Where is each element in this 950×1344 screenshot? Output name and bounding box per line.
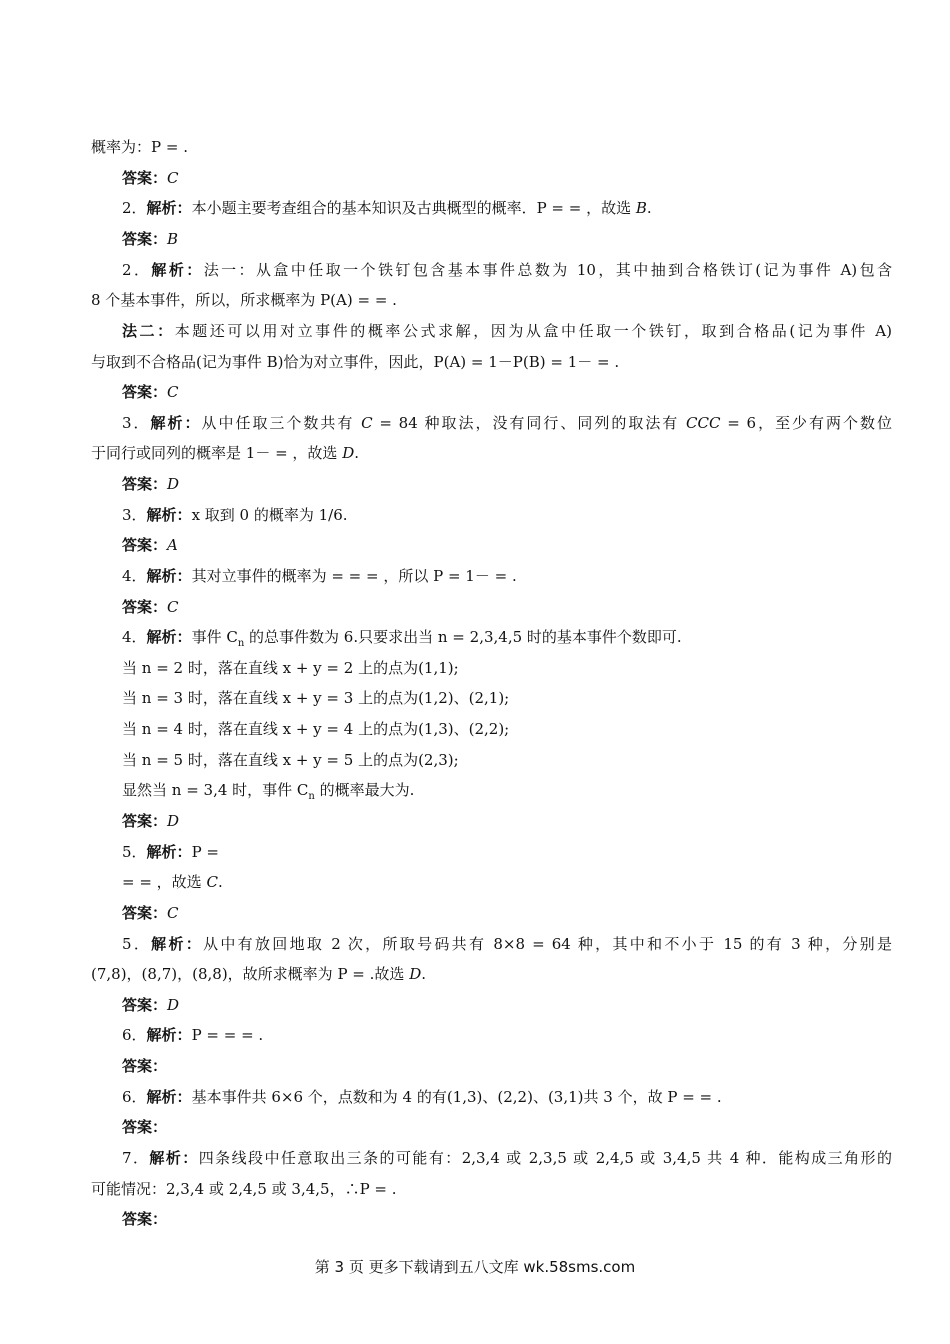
bold-label: 答案： <box>122 904 168 922</box>
text-segment: 6． <box>122 1026 147 1044</box>
text-segment: 法一：从盒中任取一个铁钉包含基本事件总数为 10，其中抽到合格铁订(记为事件 A)包含 <box>203 261 892 279</box>
bold-label: 答案： <box>122 598 168 616</box>
bold-label: 答案： <box>122 230 168 248</box>
text-segment: 本题还可以用对立事件的概率公式求解，因为从盒中任取一个铁钉，取到合格品(记为事件 A) <box>174 322 892 340</box>
text-segment: P = <box>191 843 219 861</box>
text-line <box>122 1117 892 1137</box>
text-line <box>122 382 892 402</box>
bold-label: 解析： <box>151 935 204 953</box>
text-line <box>122 535 892 555</box>
text-line <box>122 566 892 586</box>
text-segment: 四条线段中任意取出三条的可能有：2,3,4 或 2,3,5 或 2,4,5 或 3,4,5 共 4 种．能构成三角形的 <box>198 1149 892 1167</box>
text-segment: 其对立事件的概率为 = = = ，所以 P = 1－ = . <box>191 567 517 585</box>
text-segment: 7． <box>122 1149 150 1167</box>
bold-label: 法二： <box>122 322 175 340</box>
text-segment: = = ，故选 <box>122 873 207 891</box>
text-segment: 4． <box>122 628 147 646</box>
bold-label: 答案： <box>122 383 168 401</box>
bold-label: 答案： <box>122 1057 168 1075</box>
text-segment: 6． <box>122 1088 147 1106</box>
text-line <box>91 290 861 310</box>
text-line <box>91 1179 861 1199</box>
text-segment: 概率为：P = . <box>91 138 188 156</box>
text-segment: 2． <box>122 261 152 279</box>
text-line <box>122 811 892 831</box>
italic-symbol: C <box>361 414 373 432</box>
text-line <box>122 168 892 188</box>
text-line <box>122 842 892 862</box>
text-line <box>122 1148 892 1168</box>
subscript: n <box>237 638 245 649</box>
italic-symbol: D <box>167 475 180 493</box>
text-segment: 当 n = 2 时，落在直线 x + y = 2 上的点为(1,1); <box>122 659 459 677</box>
italic-symbol: D <box>167 996 180 1014</box>
italic-symbol: D <box>409 965 422 983</box>
text-segment: 的总事件数为 6.只要求出当 n = 2,3,4,5 时的基本事件个数即可. <box>244 628 682 646</box>
text-line <box>91 352 861 372</box>
italic-symbol: D <box>342 444 355 462</box>
italic-symbol: D <box>167 812 180 830</box>
bold-label: 解析： <box>146 1026 192 1044</box>
text-segment: 当 n = 5 时，落在直线 x + y = 5 上的点为(2,3); <box>122 751 459 769</box>
text-segment: 本小题主要考查组合的基本知识及古典概型的概率．P = = ，故选 <box>191 199 636 217</box>
bold-label: 解析： <box>146 567 192 585</box>
text-line <box>122 688 892 708</box>
text-line <box>91 137 861 157</box>
text-line <box>91 443 861 463</box>
text-line <box>122 597 892 617</box>
text-segment: 8 个基本事件，所以，所求概率为 P(A) = = . <box>91 291 397 309</box>
text-segment: . <box>354 444 359 462</box>
bold-label: 解析： <box>146 628 192 646</box>
text-line <box>122 627 892 647</box>
text-line <box>91 964 861 984</box>
text-segment: 于同行或同列的概率是 1－ = ，故选 <box>91 444 343 462</box>
italic-symbol: B <box>167 230 179 248</box>
text-segment: 从中任取三个数共有 <box>201 414 362 432</box>
text-segment: 可能情况：2,3,4 或 2,4,5 或 3,4,5，∴P = . <box>91 1180 397 1198</box>
text-segment: x 取到 0 的概率为 1/6. <box>191 506 348 524</box>
bold-label: 答案： <box>122 475 168 493</box>
text-segment: 显然当 n = 3,4 时，事件 C <box>122 781 309 799</box>
text-segment: 事件 C <box>191 628 238 646</box>
text-segment: . <box>646 199 652 217</box>
bold-label: 解析： <box>151 261 204 279</box>
text-segment: (7,8)，(8,7)，(8,8)，故所求概率为 P = .故选 <box>91 965 410 983</box>
text-line <box>122 658 892 678</box>
bold-label: 答案： <box>122 996 168 1014</box>
text-line <box>122 934 892 954</box>
text-segment: 3． <box>122 506 147 524</box>
bold-label: 解析： <box>146 843 192 861</box>
text-line <box>122 995 892 1015</box>
text-line <box>122 413 892 433</box>
italic-symbol: B <box>635 199 647 217</box>
text-segment: 3． <box>122 414 151 432</box>
bold-label: 答案： <box>122 536 168 554</box>
text-line <box>122 474 892 494</box>
bold-label: 解析： <box>146 199 192 217</box>
page-footer: 第 3 页 更多下载请到五八文库 wk.58sms.com <box>314 1258 636 1276</box>
text-line <box>122 780 892 800</box>
text-line <box>122 321 892 341</box>
text-segment: 当 n = 4 时，落在直线 x + y = 4 上的点为(1,3)、(2,2); <box>122 720 510 738</box>
bold-label: 解析： <box>146 506 192 524</box>
italic-symbol: CCC <box>686 414 721 432</box>
subscript: n <box>308 791 315 802</box>
text-segment: 5． <box>122 843 147 861</box>
text-line <box>122 1056 892 1076</box>
text-segment: 4． <box>122 567 147 585</box>
text-segment: 的概率最大为. <box>314 781 415 799</box>
bold-label: 解析： <box>149 1149 199 1167</box>
text-segment: = 84 种取法，没有同行、同列的取法有 <box>372 414 687 432</box>
italic-symbol: C <box>167 904 179 922</box>
text-segment: P = = = . <box>191 1026 264 1044</box>
text-line <box>122 1025 892 1045</box>
text-segment: 当 n = 3 时，落在直线 x + y = 3 上的点为(1,2)、(2,1); <box>122 689 510 707</box>
bold-label: 解析： <box>146 1088 192 1106</box>
bold-label: 答案： <box>122 1210 168 1228</box>
italic-symbol: C <box>167 169 179 187</box>
text-segment: . <box>217 873 223 891</box>
text-segment: 基本事件共 6×6 个，点数和为 4 的有(1,3)、(2,2)、(3,1)共 3 个，故 P = = . <box>191 1088 722 1106</box>
text-segment: 从中有放回地取 2 次，所取号码共有 8×8 = 64 种，其中和不小于 15 的有 3 种，分别是 <box>203 935 892 953</box>
italic-symbol: A <box>167 536 178 554</box>
text-line <box>122 1209 892 1229</box>
italic-symbol: C <box>206 873 218 891</box>
text-segment: 2． <box>122 199 147 217</box>
text-line <box>122 260 892 280</box>
bold-label: 答案： <box>122 1118 168 1136</box>
italic-symbol: C <box>167 383 179 401</box>
bold-label: 答案： <box>122 812 168 830</box>
text-segment: 5． <box>122 935 152 953</box>
bold-label: 答案： <box>122 169 168 187</box>
text-segment: = 6，至少有两个数位 <box>720 414 892 432</box>
text-line <box>122 198 892 218</box>
italic-symbol: C <box>167 598 179 616</box>
text-line <box>122 1087 892 1107</box>
text-segment: . <box>421 965 426 983</box>
text-line <box>122 505 892 525</box>
bold-label: 解析： <box>150 414 202 432</box>
text-line <box>122 719 892 739</box>
text-line <box>122 750 892 770</box>
text-line <box>122 903 892 923</box>
text-segment: 与取到不合格品(记为事件 B)恰为对立事件，因此，P(A) = 1－P(B) = 1－ = . <box>91 353 620 371</box>
text-line <box>122 229 892 249</box>
text-line <box>122 872 892 892</box>
